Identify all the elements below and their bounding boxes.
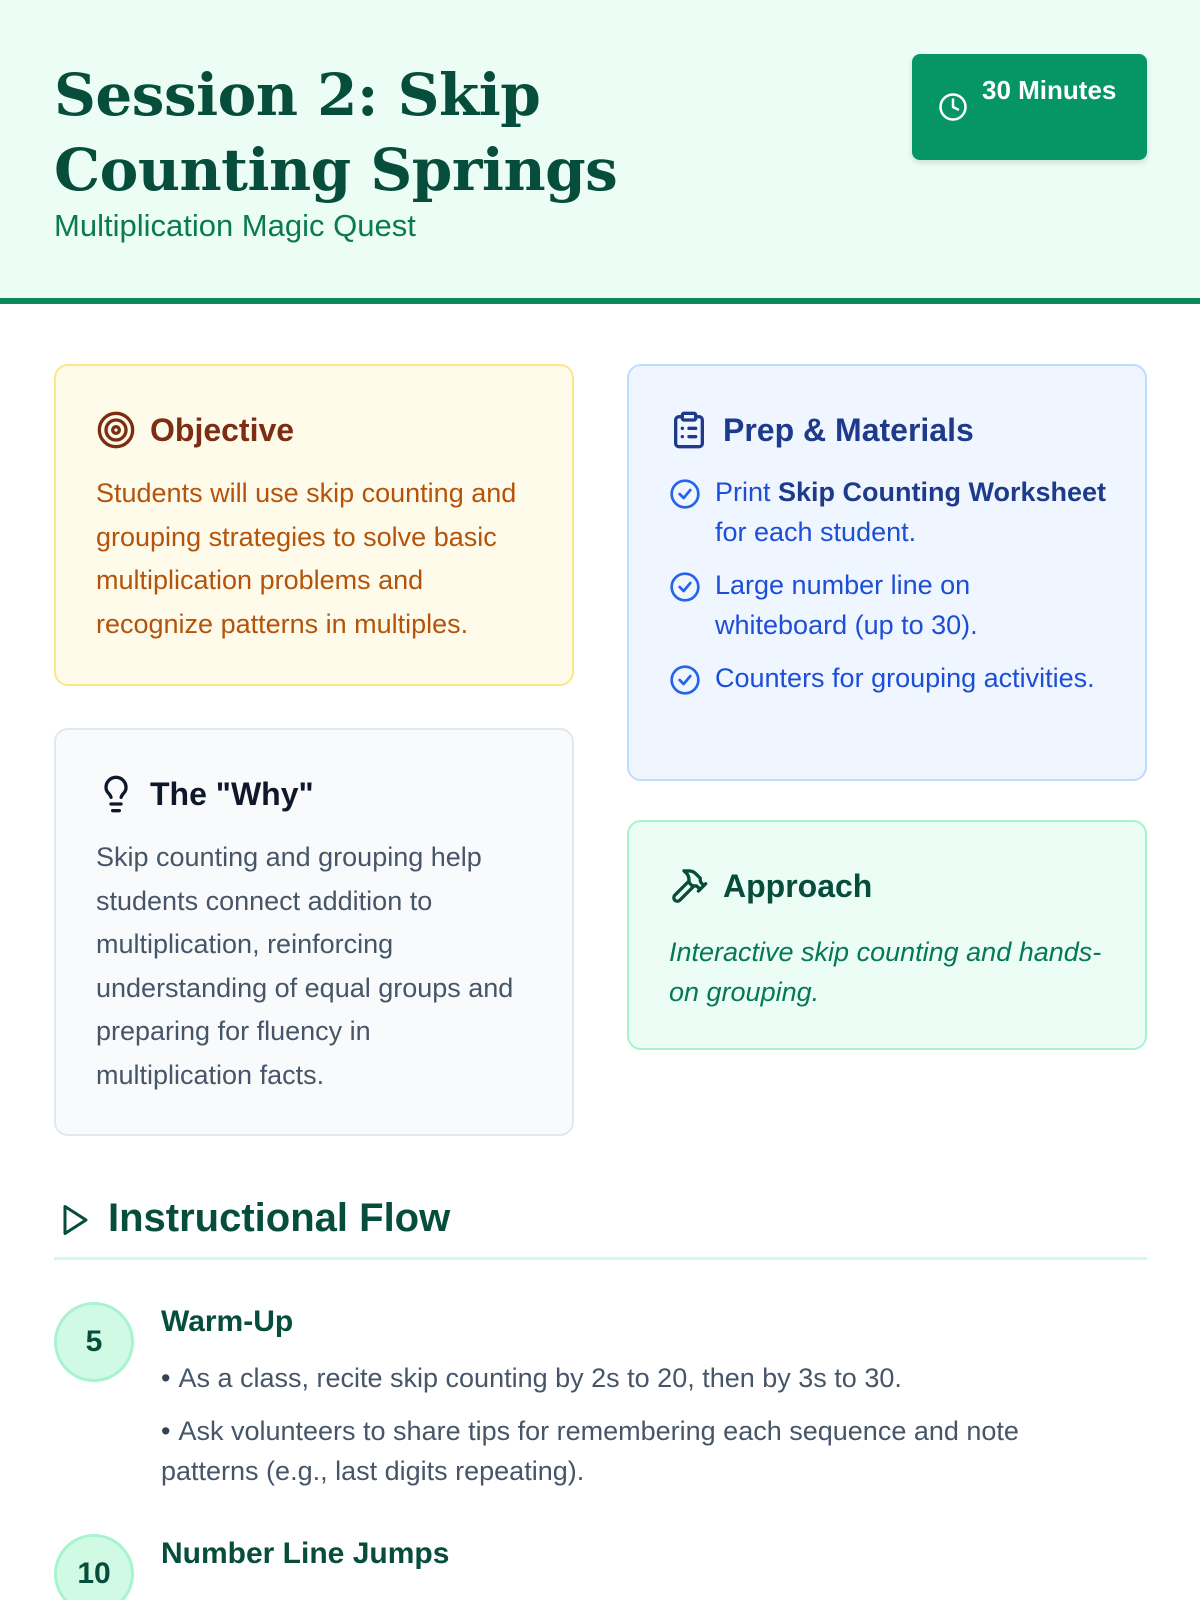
materials-item: [669, 658, 1109, 698]
prep-title: Prep & Materials: [723, 412, 974, 448]
materials-item-text: Counters for grouping activities.: [715, 663, 1095, 693]
minutes-badge: 10: [54, 1534, 134, 1600]
approach-title: Approach: [723, 868, 873, 904]
check-circle-icon: [669, 478, 701, 510]
objective-title: Objective: [150, 412, 295, 448]
materials-item: [669, 472, 1109, 552]
session-header: [0, 0, 1200, 304]
why-text: Skip counting and grouping help students connect addition to multiplication, reinforcing understanding of equal groups and preparing for fluency in multiplication facts.: [96, 842, 514, 1090]
minutes-badge: 5: [54, 1302, 134, 1382]
step-title: Warm-Up: [161, 1305, 294, 1338]
section-title: Instructional Flow: [108, 1196, 451, 1240]
check-circle-icon: [669, 664, 701, 696]
play-icon: [56, 1200, 92, 1240]
approach-text: Interactive skip counting and hands-on grouping.: [669, 937, 1102, 1007]
lightbulb-icon: [96, 774, 136, 814]
duration-text: 30 Minutes: [982, 75, 1117, 105]
duration-badge: [912, 54, 1147, 160]
why-card: [54, 728, 574, 1136]
instructional-flow-heading: [54, 1192, 1147, 1260]
step-bullet: • Ask volunteers to share tips for remembering each sequence and note patterns (e.g., last digits repeating).: [161, 1411, 1121, 1491]
objective-card: [54, 364, 574, 686]
step-bullet: • As a class, recite skip counting by 2s to 20, then by 3s to 30.: [161, 1358, 1121, 1398]
page-title: Session 2: Skip Counting Springs: [54, 61, 618, 204]
prep-materials-card: [627, 364, 1147, 781]
page-subtitle: Multiplication Magic Quest: [54, 208, 416, 243]
why-title: The "Why": [150, 776, 314, 812]
step-title: Number Line Jumps: [161, 1537, 450, 1570]
clock-icon: [938, 92, 968, 122]
target-icon: [96, 410, 136, 450]
materials-list: [669, 472, 1109, 711]
objective-text: Students will use skip counting and grouping strategies to solve basic multiplication problems and recognize patterns in multiples.: [96, 478, 517, 639]
step-bullet-list: [161, 1358, 1121, 1504]
materials-item-text: Large number line on whiteboard (up to 30).: [715, 570, 978, 640]
materials-item-text-end: for each student.: [715, 517, 917, 547]
check-circle-icon: [669, 571, 701, 603]
approach-card: [627, 820, 1147, 1050]
materials-item: [669, 565, 1109, 645]
materials-item-text: Print: [715, 477, 779, 507]
clipboard-icon: [669, 410, 709, 450]
materials-item-bold: Skip Counting Worksheet: [778, 477, 1107, 507]
hammer-icon: [669, 866, 709, 906]
